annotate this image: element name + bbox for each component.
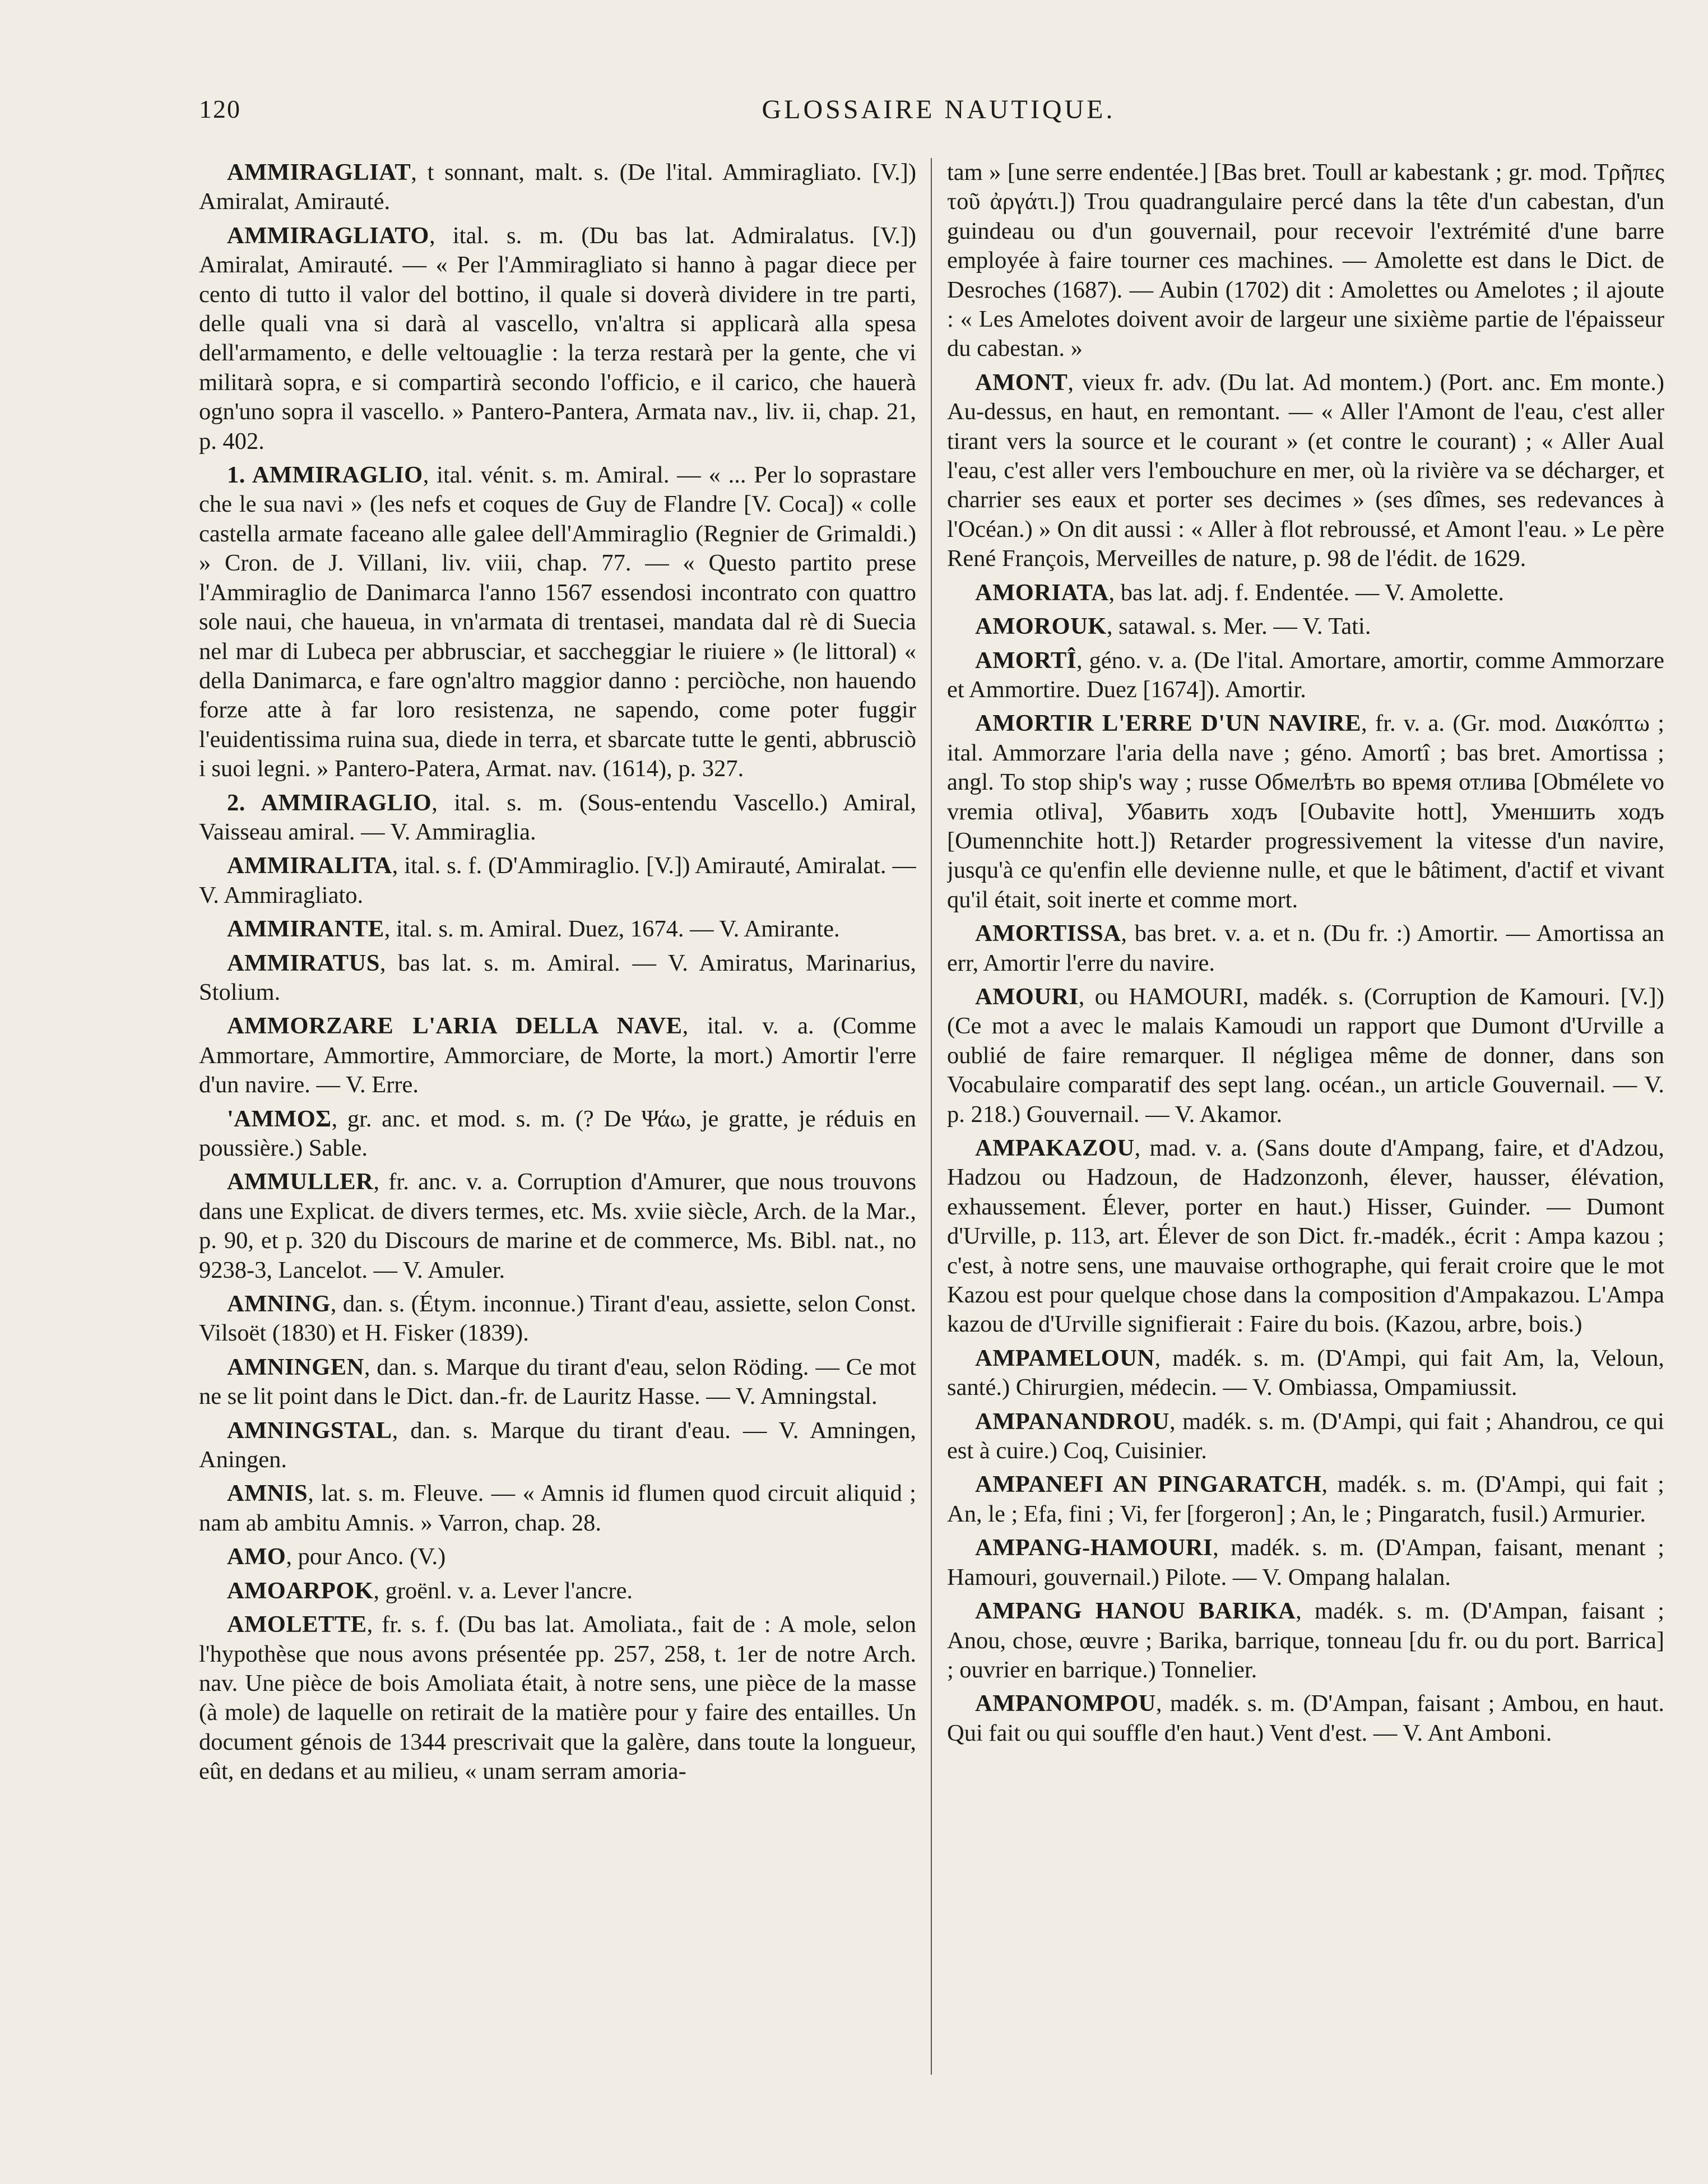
definition: , dan. s. Marque du tirant d'eau, selon Röding. — Ce mot ne se lit point dans le Dict. dan.-fr. de Lauritz Hasse. — V. Amningstal. — [199, 1353, 916, 1410]
headword: AMPANG HANOU BARIKA — [975, 1598, 1296, 1625]
definition: , fr. s. f. (Du bas lat. Amoliata., fait de : A mole, selon l'hypothèse que nous avons présentée pp. 257, 258, t. 1er de notre Arch. nav. Une pièce de bois Amoliata était, à notre sens, une pièce de la masse (à mole) de laquelle on retirait de la matière pour y faire des entailles. Un document génois de 1344 prescrivait que la galère, dans toute la longueur, eût, en dedans et au milieu, « unam serram amoria- — [199, 1611, 916, 1785]
definition: , ou HAMOURI, madék. s. (Corruption de Kamouri. [V.]) (Ce mot a avec le malais Kamoudi un rapport que Dumont d'Urville a oublié de faire remarquer. Il négligea même de donner, dans son Vocabulaire comparatif des sept lang. océan., un article Gouvernail. — V. p. 218.) Gouvernail. — V. Akamor. — [947, 983, 1664, 1128]
entry — [199, 1105, 916, 1163]
definition: , madék. s. m. (D'Ampan, faisant, menant ; Hamouri, gouvernail.) Pilote. — V. Ompang halalan. — [947, 1534, 1664, 1591]
entry — [947, 1344, 1664, 1403]
entry — [199, 1416, 916, 1475]
headword: AMORIATA — [975, 579, 1109, 606]
definition: tam » [une serre endentée.] [Bas bret. Toull ar kabestank ; gr. mod. Τρῆπες τοῦ ἀργάτι.]) Trou quadrangulaire percé dans la tête d'un cabestan, d'un guindeau ou d'un gouvernail, pour recevoir l'extrémité d'une barre employée à faire tourner ces machines. — Amolette est dans le Dict. de Desroches (1687). — Aubin (1702) dit : Amolettes ou Amelotes ; il ajoute : « Les Amelotes doivent avoir de largeur une sixième partie de l'épaisseur du cabestan. » — [947, 159, 1664, 362]
definition: , lat. s. m. Fleuve. — « Amnis id flumen quod circuit aliquid ; nam ab ambitu Amnis. » Varron, chap. 28. — [199, 1480, 916, 1536]
headword: AMNING — [227, 1291, 331, 1318]
definition: , madék. s. m. (D'Ampi, qui fait Am, la, Veloun, santé.) Chirurgien, médecin. — V. Ombiassa, Ompamiussit. — [947, 1344, 1664, 1401]
column-divider — [931, 158, 932, 2075]
headword: AMPANOMPOU — [975, 1690, 1156, 1717]
entry — [947, 368, 1664, 574]
headword: AMMIRALITA — [227, 852, 392, 879]
entry — [199, 1290, 916, 1348]
headword: AMOURI — [975, 983, 1079, 1010]
entry — [199, 1610, 916, 1786]
headword: AMMIRAGLIAT — [227, 159, 411, 186]
entry — [947, 578, 1664, 608]
definition: , groënl. v. a. Lever l'ancre. — [373, 1577, 633, 1604]
right-column — [947, 158, 1664, 2086]
definition: , satawal. s. Mer. — V. Tati. — [1106, 613, 1371, 640]
definition: , madék. s. m. (D'Ampan, faisant ; Ambou, en haut. Qui fait ou qui souffle d'en haut.) Vent d'est. — V. Ant Amboni. — [947, 1690, 1664, 1746]
definition: , dan. s. (Étym. inconnue.) Tirant d'eau, assiette, selon Const. Vilsoët (1830) et H. Fisker (1839). — [199, 1291, 916, 1347]
entry — [199, 1576, 916, 1606]
definition: , bas bret. v. a. et n. (Du fr. :) Amortir. — Amortissa an err, Amortir l'erre du navire. — [947, 920, 1664, 976]
entry — [947, 1134, 1664, 1339]
headword: AMOLETTE — [227, 1611, 367, 1638]
entry — [199, 851, 916, 910]
definition: , bas lat. s. m. Amiral. — V. Amiratus, Marinarius, Stolium. — [199, 949, 916, 1005]
entry — [947, 919, 1664, 978]
headword: AMMORZARE L'ARIA DELLA NAVE — [227, 1013, 683, 1040]
definition: , ital. s. m. Amiral. Duez, 1674. — V. Amirante. — [384, 916, 840, 943]
definition: , fr. v. a. (Gr. mod. Διακόπτω ; ital. Ammorzare l'aria della nave ; géno. Amortî ; bas bret. Amortissa ; angl. To stop ship's way ; russe Обмелѣть во время отлива [Obmélete vo vremia otliva], Убавить ходъ [Oubavite hott], Уменшить ходъ [Oumennchite hott.]) Retarder progressivement la vitesse d'un navire, jusqu'à ce qu'enfin elle devienne nulle, et que le bâtiment, d'actif et vivant qu'il était, soit inerte et comme mort. — [947, 710, 1664, 913]
definition: , pour Anco. (V.) — [286, 1543, 446, 1570]
headword: AMMIRAGLIATO — [227, 222, 429, 249]
entry — [199, 1012, 916, 1100]
entry — [947, 1407, 1664, 1466]
headword: AMNINGSTAL — [227, 1417, 392, 1444]
headword: AMPANEFI AN PINGARATCH — [975, 1471, 1322, 1498]
entry-continuation — [947, 158, 1664, 364]
entry — [947, 1533, 1664, 1592]
definition: , t sonnant, malt. s. (De l'ital. Ammiragliato. [V.]) Amiralat, Amirauté. — [199, 159, 916, 215]
entry — [947, 1689, 1664, 1748]
headword: AMORTIR L'ERRE D'UN NAVIRE — [975, 710, 1362, 737]
headword: AMNIS — [227, 1480, 308, 1507]
entry — [199, 158, 916, 217]
definition: , gr. anc. et mod. s. m. (? De Ψάω, je gratte, je réduis en poussière.) Sable. — [199, 1105, 916, 1161]
headword: AMONT — [975, 369, 1068, 396]
headword: AMORTISSA — [975, 920, 1121, 947]
entry — [199, 1167, 916, 1285]
definition: , bas lat. adj. f. Endentée. — V. Amolette. — [1108, 579, 1504, 606]
headword: AMO — [227, 1543, 286, 1570]
headword: AMORTÎ — [975, 647, 1076, 674]
entry — [199, 949, 916, 1008]
headword: 'ΑΜΜΟΣ — [227, 1105, 332, 1132]
running-title: GLOSSAIRE NAUTIQUE. — [762, 95, 1116, 124]
headword: AMNINGEN — [227, 1353, 364, 1380]
definition: , ital. s. f. (D'Ammiraglio. [V.]) Amirauté, Amiralat. — V. Ammiragliato. — [199, 852, 916, 908]
entry — [199, 789, 916, 847]
entry — [199, 915, 916, 944]
headword: AMPANG-HAMOURI — [975, 1534, 1213, 1561]
headword: AMOROUK — [975, 613, 1107, 640]
entry — [947, 1597, 1664, 1685]
headword: AMMIRANTE — [227, 916, 384, 943]
headword: 1. AMMIRAGLIO — [227, 462, 423, 489]
definition: , fr. anc. v. a. Corruption d'Amurer, que nous trouvons dans une Explicat. de divers termes, etc. Ms. xviie siècle, Arch. de la Mar., p. 90, et p. 320 du Discours de marine et de commerce, Ms. Bibl. nat., no 9238-3, Lancelot. — V. Amuler. — [199, 1168, 916, 1283]
definition: , ital. v. a. (Comme Ammortare, Ammortire, Ammorciare, de Morte, la mort.) Amortir l'erre d'un navire. — V. Erre. — [199, 1013, 916, 1098]
entry — [199, 461, 916, 783]
entry — [199, 1542, 916, 1571]
headword: AMMULLER — [227, 1168, 374, 1195]
definition: , géno. v. a. (De l'ital. Amortare, amortir, comme Ammorzare et Ammortire. Duez [1674]). Amortir. — [947, 647, 1664, 703]
headword: AMOARPOK — [227, 1577, 374, 1604]
entry — [199, 1353, 916, 1412]
entry — [947, 612, 1664, 641]
definition: , madék. s. m. (D'Ampi, qui fait ; An, le ; Efa, fini ; Vi, fer [forgeron] ; An, le ; Pingaratch, fusil.) Armurier. — [947, 1471, 1664, 1527]
headword: AMPAKAZOU — [975, 1135, 1135, 1161]
headword: 2. AMMIRAGLIO — [227, 789, 432, 816]
definition: , madék. s. m. (D'Ampan, faisant ; Anou, chose, œuvre ; Barika, barrique, tonneau [du fr. ou du port. Barrica] ; ouvrier en barrique.) Tonnelier. — [947, 1598, 1664, 1683]
definition: , ital. s. m. (Du bas lat. Admiralatus. [V.]) Amiralat, Amirauté. — « Per l'Ammiragliato si hanno à pagar diece per cento di tutto il valor del bottino, il quale si doverà dividere in tre parti, delle quali vna si darà al vascello, vn'altra si applicarà alla spesa dell'armamento, e delle veltouaglie : la terza restarà per la gente, che vi militarà sopra, e si compartirà secondo l'officio, e il carico, che hauerà ogn'uno sopra il vascello. » Pantero-Pantera, Armata nav., liv. ii, chap. 21, p. 402. — [199, 222, 916, 455]
definition: , vieux fr. adv. (Du lat. Ad montem.) (Port. anc. Em monte.) Au-dessus, en haut, en remontant. — « Aller l'Amont de l'eau, c'est aller tirant vers la source et le courant » (et contre le courant) ; « Aller Aual l'eau, c'est aller vers l'embouchure en mer, où la rivière va se décharger, et charrier ses eaux et porter ses decimes » (ses dîmes, ses redevances à l'Océan.) » On dit aussi : « Aller à flot rebroussé, et Amont l'eau. » Le père René François, Merveilles de nature, p. 98 de l'édit. de 1629. — [947, 369, 1664, 572]
page-number: 120 — [199, 95, 241, 123]
headword: AMPANANDROU — [975, 1408, 1170, 1435]
definition: , ital. vénit. s. m. Amiral. — « ... Per lo soprastare che le sua navi » (les nefs et coques de Guy de Flandre [V. Coca]) « colle castella armate faceano alle galee dell'Ammiraglio (Regnier de Grimaldi.) » Cron. de J. Villani, liv. viii, chap. 77. — « Questo partito prese l'Ammiraglio de Danimarca l'anno 1567 essendosi incontrato con quattro sole naui, che haueua, in vn'armata di trentasei, mandata dal rè di Suecia nel mar di Lubeca per abbrusciar, et saccheggiar le riuiere » (le littoral) « della Danimarca, e fare ogn'altro maggior danno : perciòche, non hauendo forze atte à far loro resistenza, ne sapendo, come poter fuggir l'euidentissima ruina sua, diede in terra, et sbarcate tutte le genti, abbrusciò i suoi legni. » Pantero-Patera, Armat. nav. (1614), p. 327. — [199, 462, 916, 782]
entry — [947, 982, 1664, 1129]
headword: AMPAMELOUN — [975, 1344, 1155, 1371]
definition: , mad. v. a. (Sans doute d'Ampang, faire, et d'Adzou, Hadzou ou Hadzoun, de Hadzonzonh, élever, hausser, élévation, exhaussement. Élever, porter en haut.) Hisser, Guinder. — Dumont d'Urville, p. 113, art. Élever de son Dict. fr.-madék., écrit : Ampa kazou ; c'est, à notre sens, une mauvaise orthographe, qui ferait croire que le mot Kazou est pour quelque chose dans la composition d'Ampakazou. L'Ampa kazou de d'Urville signifierait : Faire du bois. (Kazou, arbre, bois.) — [947, 1135, 1664, 1338]
entry — [947, 709, 1664, 915]
entry — [947, 646, 1664, 705]
left-column — [199, 158, 916, 2086]
definition: , ital. s. m. (Sous-entendu Vascello.) Amiral, Vaisseau amiral. — V. Ammiraglia. — [199, 789, 916, 845]
page-header — [199, 94, 1678, 139]
entry — [947, 1470, 1664, 1529]
definition: , dan. s. Marque du tirant d'eau. — V. Amningen, Aningen. — [199, 1417, 916, 1473]
entry — [199, 221, 916, 456]
definition: , madék. s. m. (D'Ampi, qui fait ; Ahandrou, ce qui est à cuire.) Coq, Cuisinier. — [947, 1408, 1664, 1464]
entry — [199, 1479, 916, 1538]
headword: AMMIRATUS — [227, 949, 380, 976]
